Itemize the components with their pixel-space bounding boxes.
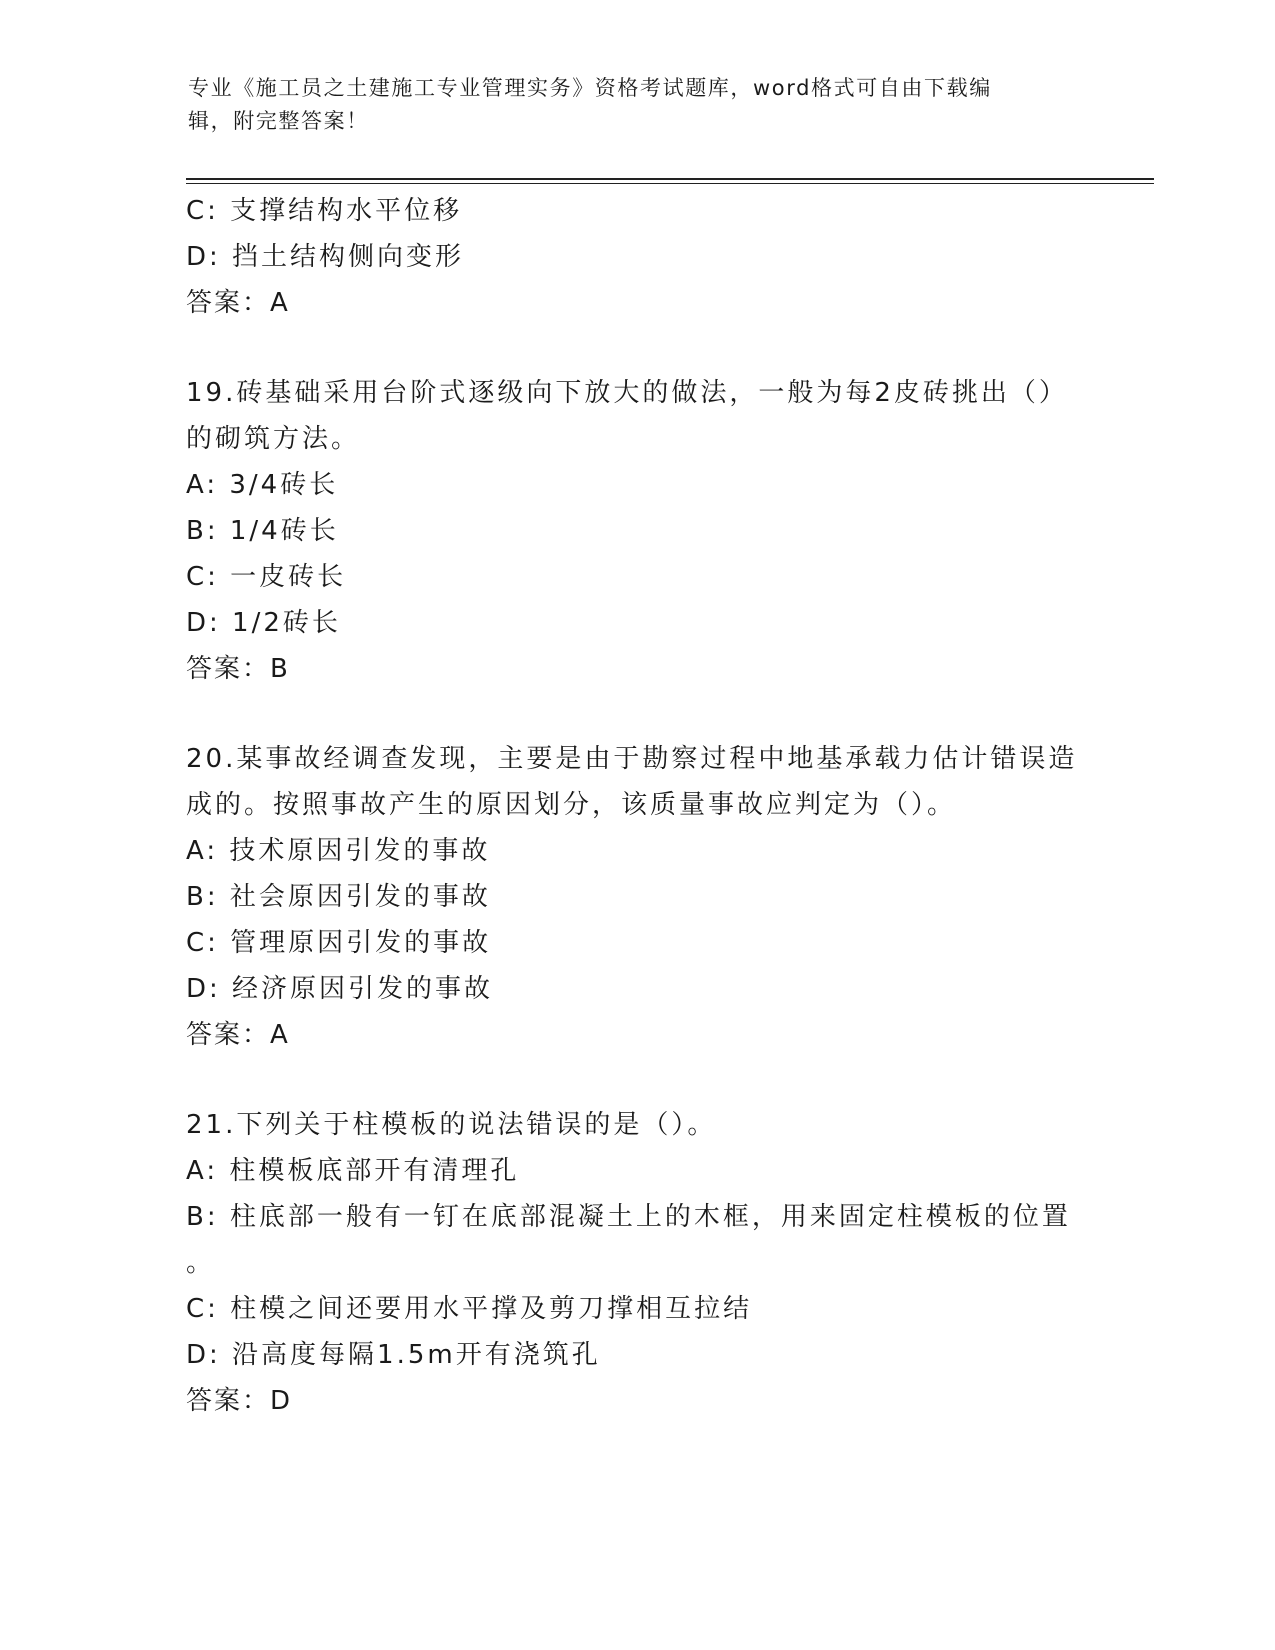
option-d: D: 挡土结构侧向变形 bbox=[186, 242, 465, 272]
option-c: C: 支撑结构水平位移 bbox=[186, 196, 463, 226]
option-d: D: 1/2砖长 bbox=[186, 608, 341, 638]
header-line-1: 专业《施工员之土建施工专业管理实务》资格考试题库，word格式可自由下载编 bbox=[188, 76, 992, 100]
option-c: C: 一皮砖长 bbox=[186, 562, 347, 592]
question-text: 19.砖基础采用台阶式逐级向下放大的做法，一般为每2皮砖挑出（） bbox=[186, 378, 1068, 408]
option-d: D: 沿高度每隔1.5m开有浇筑孔 bbox=[186, 1340, 601, 1370]
option-c: C: 管理原因引发的事故 bbox=[186, 928, 492, 958]
question-20 bbox=[186, 736, 1086, 1058]
continued-question bbox=[186, 188, 1086, 326]
option-a: A: 柱模板底部开有清理孔 bbox=[186, 1156, 520, 1186]
option-b-continuation: 。 bbox=[186, 1248, 216, 1278]
document-header bbox=[188, 72, 1068, 138]
question-19 bbox=[186, 370, 1086, 692]
question-text: 21.下列关于柱模板的说法错误的是（）。 bbox=[186, 1110, 717, 1140]
spacer bbox=[186, 326, 1086, 370]
option-a: A: 技术原因引发的事故 bbox=[186, 836, 491, 866]
question-21 bbox=[186, 1102, 1086, 1424]
spacer bbox=[186, 692, 1086, 736]
answer: 答案：D bbox=[186, 1386, 293, 1416]
option-d: D: 经济原因引发的事故 bbox=[186, 974, 494, 1004]
option-c: C: 柱模之间还要用水平撑及剪刀撑相互拉结 bbox=[186, 1294, 753, 1324]
question-text: 成的。按照事故产生的原因划分，该质量事故应判定为（）。 bbox=[186, 790, 957, 820]
spacer bbox=[186, 1058, 1086, 1102]
question-text: 20.某事故经调查发现，主要是由于勘察过程中地基承载力估计错误造 bbox=[186, 744, 1078, 774]
question-content bbox=[186, 188, 1086, 1424]
answer: 答案：A bbox=[186, 288, 290, 318]
answer: 答案：B bbox=[186, 654, 290, 684]
question-text: 的砌筑方法。 bbox=[186, 424, 361, 454]
answer: 答案：A bbox=[186, 1020, 290, 1050]
header-rule-thick bbox=[186, 178, 1154, 180]
option-a: A: 3/4砖长 bbox=[186, 470, 339, 500]
option-b: B: 柱底部一般有一钉在底部混凝土上的木框，用来固定柱模板的位置 bbox=[186, 1202, 1071, 1232]
header-line-2: 辑，附完整答案！ bbox=[188, 109, 369, 133]
header-rule-thin bbox=[186, 183, 1154, 184]
option-b: B: 社会原因引发的事故 bbox=[186, 882, 491, 912]
option-b: B: 1/4砖长 bbox=[186, 516, 339, 546]
